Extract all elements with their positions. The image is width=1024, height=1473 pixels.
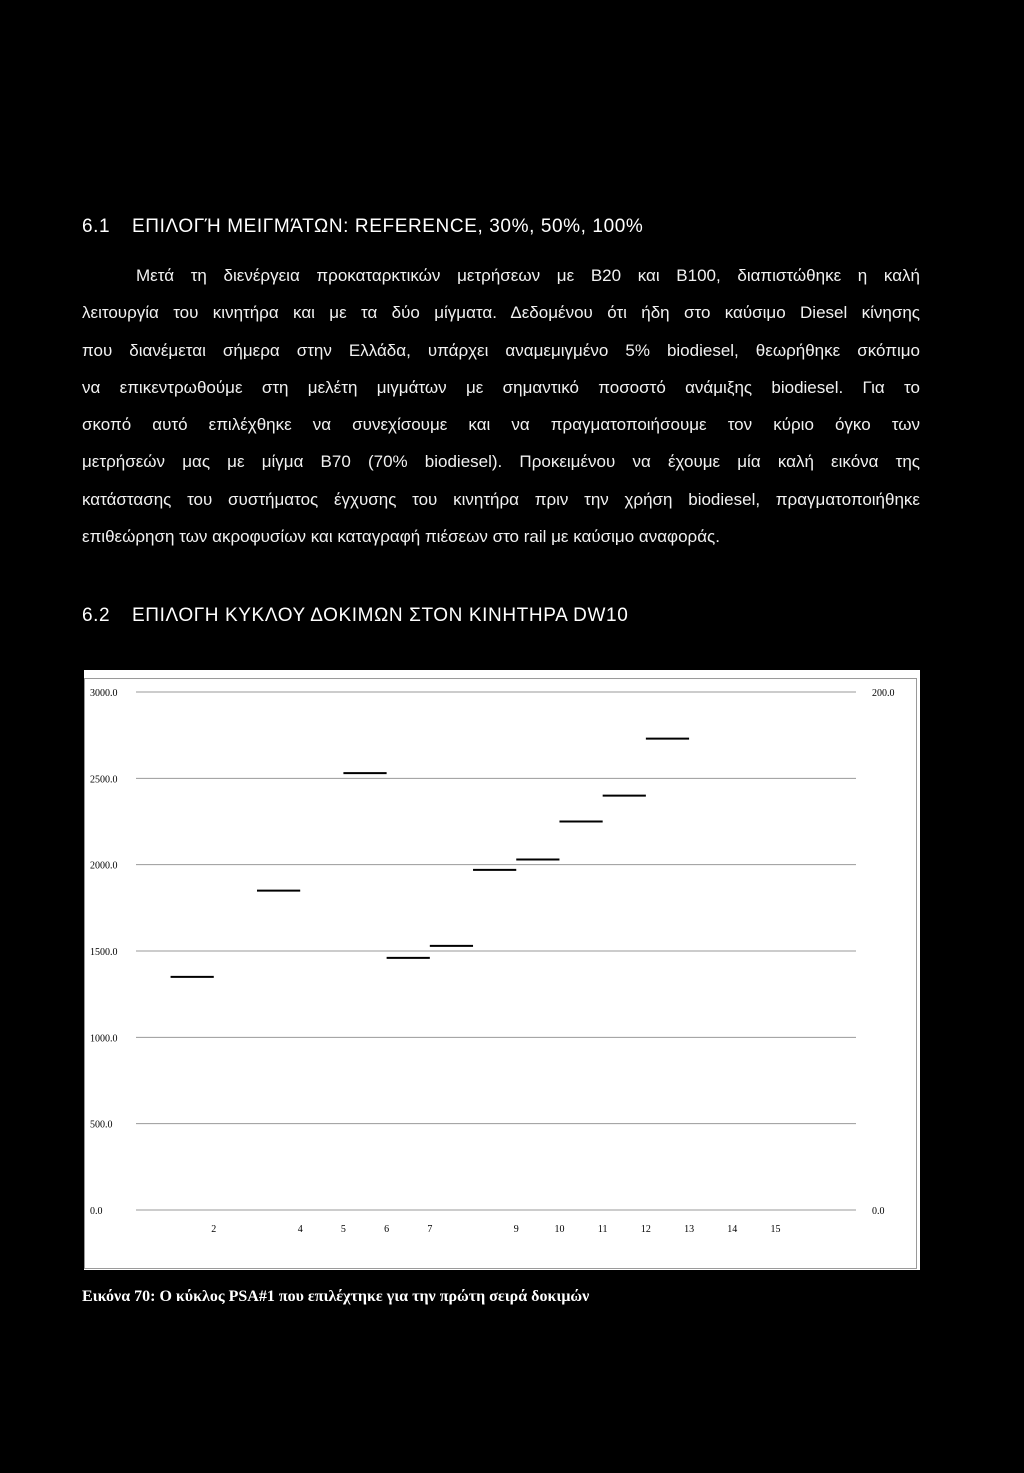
section-title: ΕΠΙΛΟΓΉ ΜΕΙΓΜΆΤΩΝ: REFERENCE, 30%, 50%, 100%	[132, 216, 644, 237]
y-tick-label: 2000.0	[90, 860, 118, 872]
x-tick-label: 5	[340, 1224, 346, 1235]
x-tick-label: 2	[211, 1224, 217, 1235]
x-tick-label: 15	[770, 1224, 781, 1235]
y-tick-label: 0.0	[90, 1206, 103, 1217]
x-tick-label: 7	[427, 1224, 433, 1235]
y2-tick-label: 200.0	[872, 688, 895, 699]
chart-background	[84, 670, 920, 1270]
paragraph-line: κατάστασης του συστήματος έγχυσης του κινητήρα πριν την χρήση biodiesel, πραγματοποιήθηκε	[82, 489, 920, 509]
y-tick-label: 500.0	[90, 1119, 113, 1131]
section-6-1-heading	[82, 216, 643, 238]
y-tick-label: 2500.0	[90, 774, 118, 786]
body-paragraph	[82, 257, 920, 555]
psa-cycle-chart	[84, 670, 920, 1270]
paragraph-line: Μετά τη διενέργεια προκαταρκτικών μετρήσεων με Β20 και Β100, διαπιστώθηκε η καλή	[136, 266, 920, 285]
paragraph-line: να επικεντρωθούμε στη μελέτη μιγμάτων με σημαντικό ποσοστό ανάμιξης biodiesel. Για το	[82, 377, 920, 397]
paragraph-line: που διανέμεται σήμερα στην Ελλάδα, υπάρχει αναμεμιγμένο 5% biodiesel, θεωρήθηκε σκόπιμο	[82, 340, 920, 360]
x-tick-label: 12	[640, 1224, 651, 1235]
section-number: 6.1	[82, 216, 111, 237]
x-tick-label: 9	[513, 1224, 519, 1235]
paragraph-line: λειτουργία του κινητήρα και με τα δύο μίγματα. Δεδομένου ότι ήδη στο καύσιμο Diesel κίνησης	[82, 303, 920, 323]
x-tick-label: 6	[384, 1224, 390, 1235]
paragraph-line: σκοπό αυτό επιλέχθηκε να συνεχίσουμε και να πραγματοποιήσουμε τον κύριο όγκο των	[82, 415, 920, 435]
section-title: ΕΠΙΛΟΓΗ ΚΥΚΛΟΥ ΔΟΚΙΜΩΝ ΣΤΟΝ ΚΙΝΗΤΗΡΑ DW10	[132, 605, 629, 626]
y-tick-label: 1000.0	[90, 1033, 118, 1045]
paragraph-line: επιθεώρηση των ακροφυσίων και καταγραφή πιέσεων στο rail με καύσιμο αναφοράς.	[82, 527, 720, 547]
x-tick-label: 4	[297, 1224, 303, 1235]
section-number: 6.2	[82, 605, 111, 626]
figure-caption: Εικόνα 70: Ο κύκλος PSA#1 που επιλέχτηκε για την πρώτη σειρά δοκιμών	[82, 1288, 590, 1305]
x-tick-label: 13	[684, 1224, 695, 1235]
x-tick-label: 11	[597, 1224, 608, 1235]
y2-tick-label: 0.0	[872, 1206, 885, 1217]
x-tick-label: 10	[554, 1224, 565, 1235]
y-tick-label: 3000.0	[90, 688, 118, 699]
paragraph-line: μετρήσεών μας με μίγμα Β70 (70% biodiesel). Προκειμένου να έχουμε μία καλή εικόνα της	[82, 452, 920, 472]
y-tick-label: 1500.0	[90, 947, 118, 958]
section-6-2-heading	[82, 605, 628, 627]
chart-svg	[84, 670, 920, 1270]
x-tick-label: 14	[727, 1224, 738, 1235]
